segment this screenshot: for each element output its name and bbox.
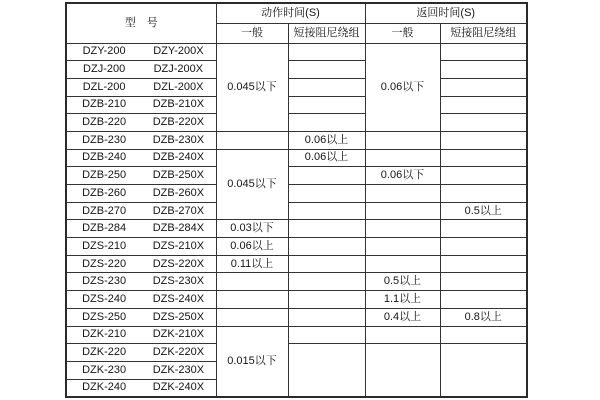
model-cell — [66, 220, 216, 238]
table-row — [66, 220, 527, 238]
model-label: DZS-250 — [82, 310, 127, 323]
table-row — [66, 185, 527, 203]
model-cell — [66, 167, 216, 185]
cell-return-damping — [440, 149, 527, 167]
model-label-x: DZB-220X — [152, 116, 205, 129]
model-label-x: DZB-284X — [152, 222, 205, 235]
model-label-x: DZK-210X — [152, 328, 205, 341]
model-label: DZB-250 — [82, 169, 127, 182]
model-label: DZL-200 — [82, 80, 126, 93]
cell-return-damping: 0.8以上 — [440, 308, 527, 326]
model-label-x: DZS-210X — [152, 239, 205, 252]
model-label: DZS-220 — [82, 257, 127, 270]
cell-action-damping — [288, 78, 365, 96]
model-label: DZS-240 — [82, 292, 127, 305]
cell-return-damping — [440, 131, 527, 149]
model-cell — [66, 149, 216, 167]
cell-action-damping: 0.06以上 — [288, 131, 365, 149]
header-return-damping: 短接阻尼绕组 — [440, 23, 527, 43]
model-cell — [66, 96, 216, 114]
model-label-x: DZS-220X — [152, 257, 205, 270]
model-label-x: DZS-250X — [152, 310, 205, 323]
model-label: DZK-210 — [82, 328, 127, 341]
table-row — [66, 149, 527, 167]
model-label-x: DZB-260X — [152, 186, 205, 199]
model-cell — [66, 202, 216, 220]
cell-return-general — [365, 220, 440, 238]
model-label-x: DZK-230X — [152, 363, 205, 376]
model-label: DZJ-200 — [83, 63, 126, 76]
cell-action-damping — [288, 114, 365, 132]
cell-return-damping — [440, 78, 527, 96]
cell-return-general — [365, 202, 440, 220]
table-row — [66, 273, 527, 291]
cell-return-damping — [440, 238, 527, 256]
model-label: DZK-240 — [82, 381, 127, 394]
model-label-x: DZJ-200X — [153, 63, 204, 76]
cell-return-damping — [440, 291, 527, 309]
model-cell — [66, 379, 216, 397]
table-row — [66, 61, 527, 79]
model-cell — [66, 114, 216, 132]
model-label: DZY-200 — [82, 45, 126, 58]
cell-return-general — [365, 185, 440, 203]
header-row-1 — [66, 3, 527, 23]
model-label-x: DZK-240X — [152, 381, 205, 394]
cell-action-damping — [288, 220, 365, 238]
model-label: DZK-220 — [82, 346, 127, 359]
model-label: DZS-230 — [82, 275, 127, 288]
cell-return-general: 0.4以上 — [365, 308, 440, 326]
cell-return-damping: 0.5以上 — [440, 202, 527, 220]
model-cell — [66, 326, 216, 344]
cell-action-general — [216, 131, 288, 149]
cell-return-damping — [440, 273, 527, 291]
model-label-x: DZB-210X — [152, 98, 205, 111]
table-row — [66, 202, 527, 220]
cell-return-general: 0.06以下 — [365, 43, 440, 131]
model-label-x: DZS-240X — [152, 292, 205, 305]
model-label: DZK-230 — [82, 363, 127, 376]
model-label: DZB-240 — [82, 151, 127, 164]
cell-return-damping — [440, 43, 527, 61]
cell-return-damping — [440, 167, 527, 185]
cell-action-general: 0.06以上 — [216, 238, 288, 256]
table-row — [66, 96, 527, 114]
model-cell — [66, 344, 216, 362]
cell-action-damping — [288, 167, 365, 185]
cell-return-general — [365, 326, 440, 344]
cell-return-damping — [440, 220, 527, 238]
cell-return-damping — [440, 344, 527, 397]
model-cell — [66, 361, 216, 379]
cell-return-damping — [440, 185, 527, 203]
cell-action-damping — [288, 238, 365, 256]
cell-action-general — [216, 291, 288, 309]
model-label-x: DZB-230X — [152, 133, 205, 146]
cell-action-damping — [288, 185, 365, 203]
model-cell — [66, 255, 216, 273]
cell-action-damping — [288, 43, 365, 61]
model-label: DZB-284 — [82, 222, 127, 235]
cell-return-damping — [440, 114, 527, 132]
cell-action-damping — [288, 255, 365, 273]
cell-action-general: 0.015以下 — [216, 326, 288, 397]
model-cell — [66, 308, 216, 326]
cell-return-general — [365, 344, 440, 397]
model-cell — [66, 238, 216, 256]
cell-return-general: 0.06以下 — [365, 167, 440, 185]
model-cell — [66, 78, 216, 96]
model-cell — [66, 43, 216, 61]
table-row — [66, 344, 527, 362]
model-label-x: DZB-240X — [152, 151, 205, 164]
model-label: DZB-230 — [82, 133, 127, 146]
model-cell — [66, 61, 216, 79]
cell-action-damping: 0.06以上 — [288, 149, 365, 167]
table-row — [66, 43, 527, 61]
model-label: DZB-260 — [82, 186, 127, 199]
table-row — [66, 291, 527, 309]
table-row — [66, 238, 527, 256]
model-cell — [66, 131, 216, 149]
cell-return-general — [365, 255, 440, 273]
cell-action-damping — [288, 291, 365, 309]
cell-action-general: 0.045以下 — [216, 149, 288, 220]
table-row — [66, 255, 527, 273]
model-cell — [66, 185, 216, 203]
cell-action-general: 0.045以下 — [216, 43, 288, 131]
cell-action-general: 0.03以下 — [216, 220, 288, 238]
model-label: DZS-210 — [82, 239, 127, 252]
header-action-time: 动作时间(S) — [216, 3, 365, 23]
cell-return-damping — [440, 96, 527, 114]
model-label-x: DZK-220X — [152, 346, 205, 359]
cell-return-damping — [440, 255, 527, 273]
cell-return-general: 0.5以上 — [365, 273, 440, 291]
model-label-x: DZB-270X — [152, 204, 205, 217]
cell-action-damping — [288, 202, 365, 220]
cell-return-general — [365, 131, 440, 149]
model-label-x: DZY-200X — [153, 45, 204, 58]
table-row — [66, 114, 527, 132]
model-label: DZB-220 — [82, 116, 127, 129]
header-return-general: 一般 — [365, 23, 440, 43]
header-return-time: 返回时间(S) — [365, 3, 527, 23]
model-label: DZB-270 — [82, 204, 127, 217]
cell-action-damping — [288, 61, 365, 79]
cell-return-damping — [440, 61, 527, 79]
table-row — [66, 78, 527, 96]
cell-action-damping — [288, 344, 365, 397]
cell-action-damping — [288, 273, 365, 291]
cell-action-damping — [288, 326, 365, 344]
table-row — [66, 131, 527, 149]
model-label: DZB-210 — [82, 98, 127, 111]
header-model: 型 号 — [66, 3, 216, 43]
model-cell — [66, 273, 216, 291]
table-row — [66, 326, 527, 344]
table-row — [66, 308, 527, 326]
model-label-x: DZL-200X — [153, 80, 204, 93]
relay-timing-table — [65, 2, 528, 398]
model-label-x: DZB-250X — [152, 169, 205, 182]
header-action-general: 一般 — [216, 23, 288, 43]
header-action-damping: 短接阻尼绕组 — [288, 23, 365, 43]
model-cell — [66, 291, 216, 309]
cell-action-general — [216, 308, 288, 326]
cell-action-damping — [288, 96, 365, 114]
cell-action-damping — [288, 308, 365, 326]
cell-return-general — [365, 238, 440, 256]
cell-return-general — [365, 149, 440, 167]
cell-return-damping — [440, 326, 527, 344]
cell-return-general: 1.1以上 — [365, 291, 440, 309]
model-label-x: DZS-230X — [152, 275, 205, 288]
table-row — [66, 167, 527, 185]
cell-action-general — [216, 273, 288, 291]
cell-action-general: 0.11以上 — [216, 255, 288, 273]
